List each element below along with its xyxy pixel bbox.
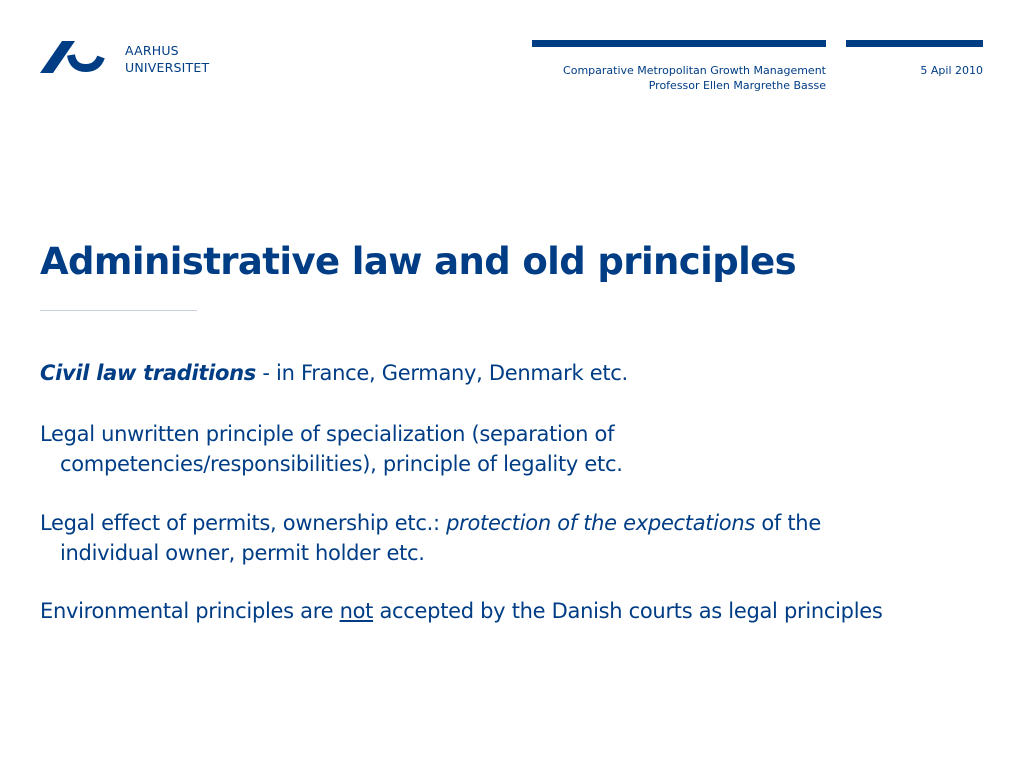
- legal-effect-start: Legal effect of permits, ownership etc.:: [40, 511, 447, 535]
- legal-effect-line2: individual owner, permit holder etc.: [60, 541, 425, 565]
- university-name: [125, 42, 209, 76]
- course-title: Comparative Metropolitan Growth Management: [563, 64, 826, 77]
- civil-law-emphasis: Civil law traditions: [40, 361, 256, 385]
- paragraph-specialization: [40, 419, 623, 479]
- presenter-name: Professor Ellen Margrethe Basse: [648, 79, 826, 92]
- slide-title: Administrative law and old principles: [40, 240, 797, 283]
- legal-effect-emphasis: protection of the expectations: [446, 511, 755, 535]
- course-info: [563, 63, 826, 93]
- environmental-not: not: [339, 599, 374, 623]
- header-bar-left: [532, 40, 826, 47]
- presentation-date: 5 Apil 2010: [920, 64, 983, 77]
- specialization-line1: Legal unwritten principle of specialization (separation of: [40, 422, 615, 446]
- university-name-line1: AARHUS: [125, 43, 179, 58]
- university-name-line2: UNIVERSITET: [125, 60, 210, 75]
- civil-law-rest: - in France, Germany, Denmark etc.: [256, 361, 628, 385]
- paragraph-legal-effect: [40, 508, 821, 568]
- paragraph-environmental: [40, 596, 883, 626]
- environmental-end: accepted by the Danish courts as legal principles: [373, 599, 883, 623]
- legal-effect-end: of the: [754, 511, 821, 535]
- specialization-line2: competencies/responsibilities), principle of legality etc.: [60, 452, 623, 476]
- title-divider: [40, 310, 197, 311]
- header-bar-right: [846, 40, 983, 47]
- environmental-start: Environmental principles are: [40, 599, 340, 623]
- paragraph-civil-law: [40, 358, 628, 388]
- aarhus-university-logo-icon: [40, 41, 106, 77]
